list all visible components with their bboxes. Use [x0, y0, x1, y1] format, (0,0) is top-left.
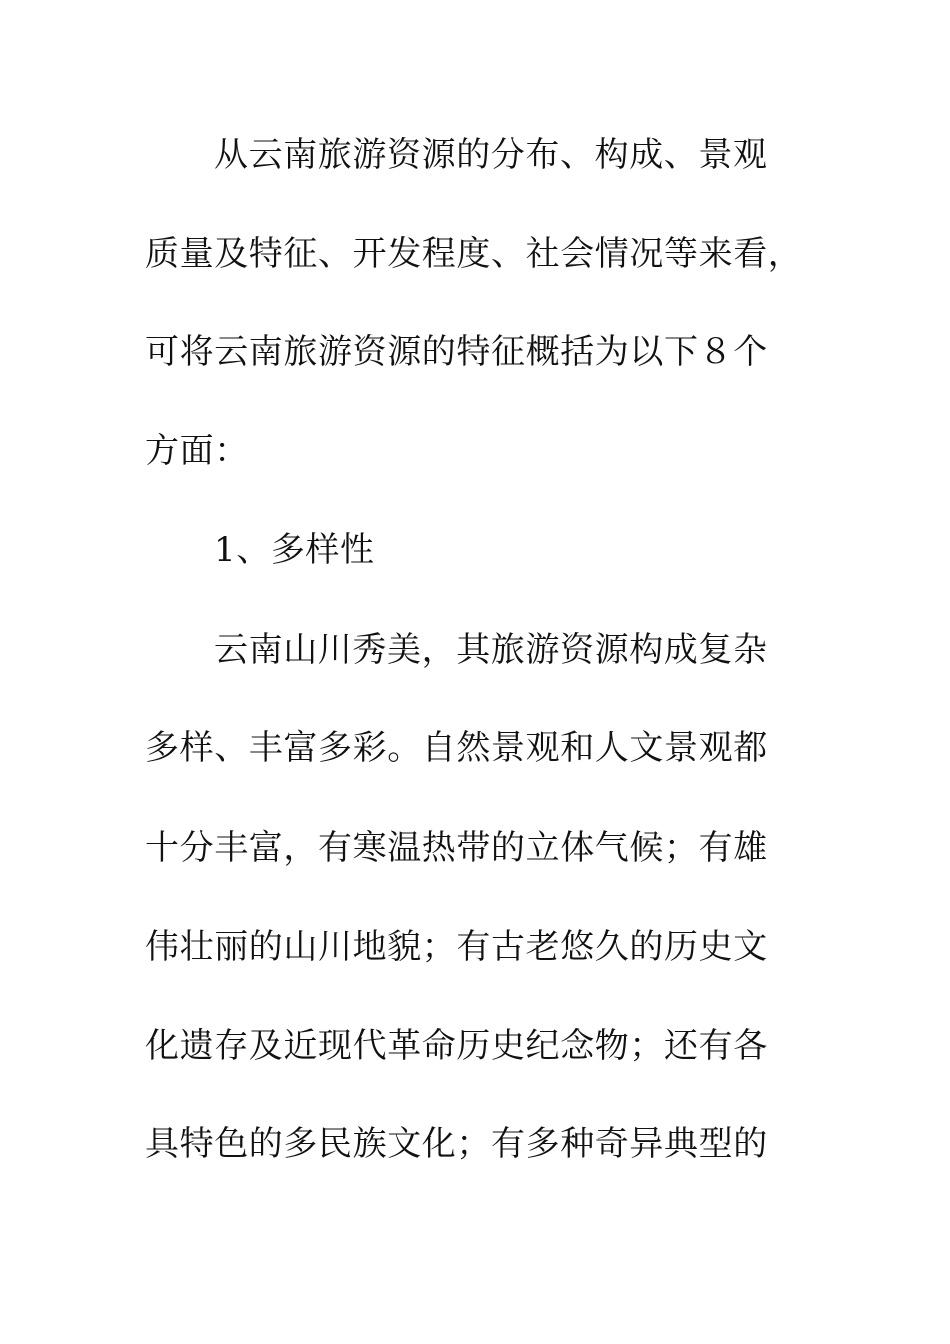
paragraph-1-line-2: 质量及特征、开发程度、社会情况等来看， — [145, 234, 803, 274]
section-heading-diversity: 1、多样性 — [214, 530, 375, 570]
paragraph-3-line-4: 伟壮丽的山川地貌；有古老悠久的历史文 — [145, 927, 768, 967]
paragraph-1-line-4: 方面： — [145, 431, 249, 471]
paragraph-3-line-3: 十分丰富，有寒温热带的立体气候；有雄 — [145, 828, 768, 868]
paragraph-1-line-1: 从云南旅游资源的分布、构成、景观 — [214, 135, 768, 175]
paragraph-3-line-1: 云南山川秀美，其旅游资源构成复杂 — [214, 630, 768, 670]
paragraph-3-line-2: 多样、丰富多彩。自然景观和人文景观都 — [145, 728, 768, 768]
paragraph-3-line-5: 化遗存及近现代革命历史纪念物；还有各 — [145, 1026, 768, 1066]
paragraph-1-line-3: 可将云南旅游资源的特征概括为以下８个 — [145, 332, 768, 372]
paragraph-3-line-6: 具特色的多民族文化；有多种奇异典型的 — [145, 1124, 768, 1164]
